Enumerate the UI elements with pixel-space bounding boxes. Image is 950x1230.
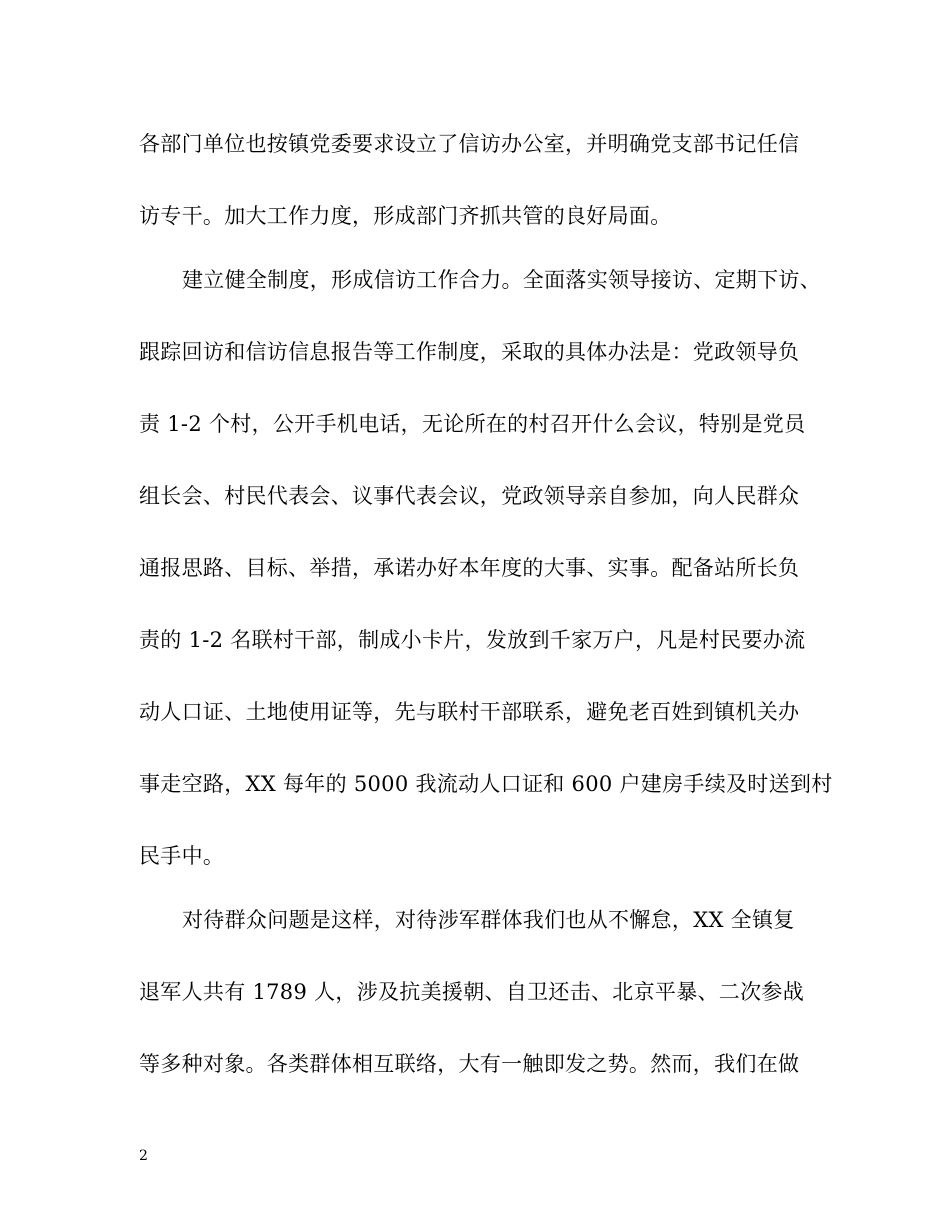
text-line: 民手中。 [139, 844, 225, 868]
paragraph-start-line: 对待群众问题是这样，对待涉军群体我们也从不懈怠，XX 全镇复 [182, 908, 795, 932]
text-line: 跟踪回访和信访信息报告等工作制度，采取的具体办法是：党政领导负 [139, 340, 800, 364]
text-line: 各部门单位也按镇党委要求设立了信访办公室，并明确党支部书记任信 [139, 132, 800, 156]
text-line: 通报思路、目标、举措，承诺办好本年度的大事、实事。配备站所长负 [139, 556, 800, 580]
text-line: 访专干。加大工作力度，形成部门齐抓共管的良好局面。 [139, 204, 672, 228]
text-line: 责 1-2 个村，公开手机电话，无论所在的村召开什么会议，特别是党员 [139, 412, 806, 436]
text-line: 事走空路，XX 每年的 5000 我流动人口证和 600 户建房手续及时送到村 [139, 772, 833, 796]
text-line: 组长会、村民代表会、议事代表会议，党政领导亲自参加，向人民群众 [139, 484, 800, 508]
text-line: 退军人共有 1789 人，涉及抗美援朝、自卫还击、北京平暴、二次参战 [139, 980, 804, 1004]
text-line: 等多种对象。各类群体相互联络，大有一触即发之势。然而，我们在做 [139, 1052, 800, 1076]
text-line: 动人口证、土地使用证等，先与联村干部联系，避免老百姓到镇机关办 [139, 700, 800, 724]
page-number: 2 [139, 1148, 148, 1164]
paragraph-start-line: 建立健全制度，形成信访工作合力。全面落实领导接访、定期下访、 [182, 268, 821, 292]
text-line: 责的 1-2 名联村干部，制成小卡片，发放到千家万户，凡是村民要办流 [139, 628, 806, 652]
